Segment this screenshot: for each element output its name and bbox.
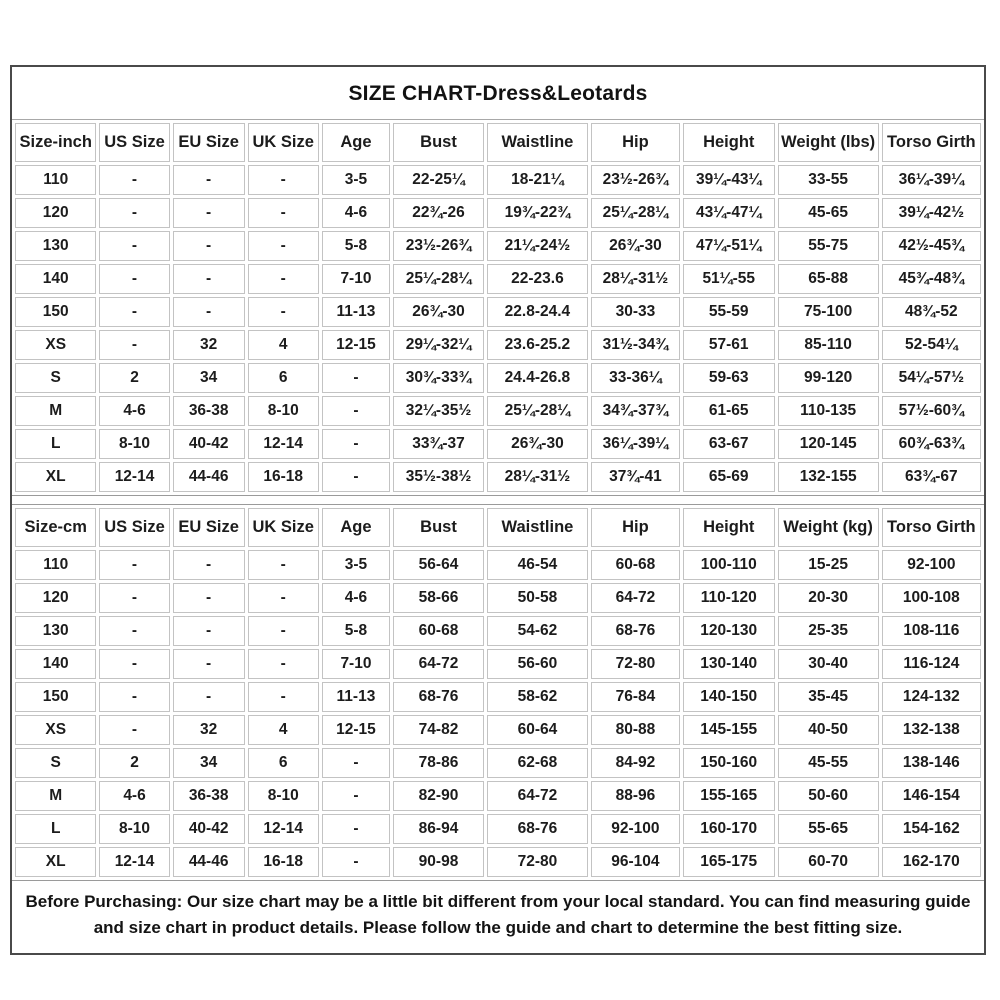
table-cell: 28¼-31½ (591, 264, 680, 294)
table-cell: 96-104 (591, 847, 680, 877)
table-cell: 22-25¼ (393, 165, 484, 195)
table-cell: - (99, 550, 169, 580)
table-cell: M (15, 396, 96, 426)
table-cell: 100-108 (882, 583, 981, 613)
table-cell: 3-5 (322, 550, 390, 580)
table-row (15, 616, 981, 646)
table-cell: 64-72 (487, 781, 588, 811)
table-cell: 57-61 (683, 330, 775, 360)
column-header: UK Size (248, 123, 319, 162)
table-cell: 52-54¼ (882, 330, 981, 360)
table-cell: 116-124 (882, 649, 981, 679)
table-cell: XL (15, 847, 96, 877)
table-cell: 132-155 (778, 462, 879, 492)
table-cell: 30-33 (591, 297, 680, 327)
table-cell: - (322, 781, 390, 811)
size-table-cm (12, 505, 984, 880)
table-cell: 20-30 (778, 583, 879, 613)
table-row (15, 550, 981, 580)
table-cell: 55-65 (778, 814, 879, 844)
table-cell: - (99, 715, 169, 745)
table-cell: 6 (248, 748, 319, 778)
table-cell: 50-58 (487, 583, 588, 613)
table-cell: 55-59 (683, 297, 775, 327)
table-cell: 154-162 (882, 814, 981, 844)
table-cell: - (322, 429, 390, 459)
table-cell: 12-14 (99, 847, 169, 877)
table-cell: 64-72 (393, 649, 484, 679)
table-cell: 24.4-26.8 (487, 363, 588, 393)
table-cell: 4-6 (99, 396, 169, 426)
table-cell: 50-60 (778, 781, 879, 811)
table-cell: 25¼-28¼ (393, 264, 484, 294)
table-cell: - (99, 649, 169, 679)
table-cell: 8-10 (99, 429, 169, 459)
table-cell: 108-116 (882, 616, 981, 646)
table-cell: 86-94 (393, 814, 484, 844)
table-cell: - (99, 616, 169, 646)
table-cell: - (173, 165, 245, 195)
table-cell: 16-18 (248, 847, 319, 877)
table-cell: 22-23.6 (487, 264, 588, 294)
table-cell: 65-88 (778, 264, 879, 294)
table-cell: 90-98 (393, 847, 484, 877)
table-cell: 12-15 (322, 330, 390, 360)
table-cell: - (99, 330, 169, 360)
purchase-note: Before Purchasing: Our size chart may be a little bit different from your local standard. You can find measuring guide and size chart in product details. Please follow the guide and chart to determine the best fitting size. (12, 880, 984, 953)
table-cell: 25-35 (778, 616, 879, 646)
table-cell: L (15, 429, 96, 459)
table-cell: 2 (99, 363, 169, 393)
table-cell: 85-110 (778, 330, 879, 360)
table-cell: 4-6 (322, 198, 390, 228)
table-row (15, 583, 981, 613)
table-cell: - (322, 847, 390, 877)
table-cell: 76-84 (591, 682, 680, 712)
table-cell: 11-13 (322, 297, 390, 327)
column-header: Torso Girth (882, 123, 981, 162)
table-cell: 29¼-32¼ (393, 330, 484, 360)
table-cell: 34¾-37¾ (591, 396, 680, 426)
table-cell: 26¾-30 (487, 429, 588, 459)
column-header: EU Size (173, 123, 245, 162)
table-cell: 39¼-42½ (882, 198, 981, 228)
table-cell: 45-65 (778, 198, 879, 228)
table-cell: 45-55 (778, 748, 879, 778)
table-cell: 8-10 (248, 781, 319, 811)
table-cell: 55-75 (778, 231, 879, 261)
table-row (15, 165, 981, 195)
table-cell: - (99, 682, 169, 712)
table-row (15, 297, 981, 327)
table-cell: 22¾-26 (393, 198, 484, 228)
table-row (15, 682, 981, 712)
table-cell: XS (15, 715, 96, 745)
table-cell: - (248, 231, 319, 261)
table-cell: 47¼-51¼ (683, 231, 775, 261)
table-cell: 162-170 (882, 847, 981, 877)
table-row (15, 847, 981, 877)
table-cell: 32 (173, 330, 245, 360)
table-cell: 56-60 (487, 649, 588, 679)
table-cell: S (15, 363, 96, 393)
table-cell: 4 (248, 715, 319, 745)
table-cell: 36¼-39¼ (591, 429, 680, 459)
table-cell: 57½-60¾ (882, 396, 981, 426)
table-cell: 23.6-25.2 (487, 330, 588, 360)
table-cell: 75-100 (778, 297, 879, 327)
column-header: UK Size (248, 508, 319, 547)
table-cell: - (173, 264, 245, 294)
table-cell: - (99, 264, 169, 294)
table-cell: 68-76 (393, 682, 484, 712)
table-cell: - (99, 583, 169, 613)
table-cell: 60-70 (778, 847, 879, 877)
table-cell: 36¼-39¼ (882, 165, 981, 195)
table-row (15, 781, 981, 811)
table-cell: 4-6 (99, 781, 169, 811)
table-row (15, 715, 981, 745)
header-row (15, 508, 981, 547)
table-cell: 6 (248, 363, 319, 393)
table-cell: 72-80 (591, 649, 680, 679)
table-cell: 78-86 (393, 748, 484, 778)
table-cell: 84-92 (591, 748, 680, 778)
table-cell: - (173, 616, 245, 646)
column-header: Size-inch (15, 123, 96, 162)
table-cell: - (173, 198, 245, 228)
table-cell: 88-96 (591, 781, 680, 811)
table-cell: 12-14 (99, 462, 169, 492)
column-header: Weight (kg) (778, 508, 879, 547)
table-separator (12, 495, 984, 505)
table-cell: 146-154 (882, 781, 981, 811)
table-cell: 43¼-47¼ (683, 198, 775, 228)
table-cell: 100-110 (683, 550, 775, 580)
table-cell: 140 (15, 264, 96, 294)
table-cell: 64-72 (591, 583, 680, 613)
table-cell: 92-100 (882, 550, 981, 580)
table-cell: 36-38 (173, 396, 245, 426)
table-cell: - (248, 583, 319, 613)
table-cell: XL (15, 462, 96, 492)
table-cell: 54-62 (487, 616, 588, 646)
table-cell: 7-10 (322, 649, 390, 679)
table-row (15, 264, 981, 294)
table-cell: 40-42 (173, 814, 245, 844)
table-cell: 4-6 (322, 583, 390, 613)
table-cell: 39¼-43¼ (683, 165, 775, 195)
table-cell: 18-21¼ (487, 165, 588, 195)
size-table-inch (12, 120, 984, 495)
table-cell: - (322, 462, 390, 492)
table-cell: 7-10 (322, 264, 390, 294)
table-cell: 12-15 (322, 715, 390, 745)
column-header: US Size (99, 508, 169, 547)
table-cell: 51¼-55 (683, 264, 775, 294)
table-cell: 150 (15, 682, 96, 712)
table-cell: 60¾-63¾ (882, 429, 981, 459)
table-cell: 120-130 (683, 616, 775, 646)
table-cell: 35-45 (778, 682, 879, 712)
table-row (15, 396, 981, 426)
table-cell: XS (15, 330, 96, 360)
table-cell: 160-170 (683, 814, 775, 844)
table-cell: 62-68 (487, 748, 588, 778)
table-cell: 22.8-24.4 (487, 297, 588, 327)
column-header: US Size (99, 123, 169, 162)
table-row (15, 198, 981, 228)
table-cell: 150 (15, 297, 96, 327)
table-cell: - (322, 748, 390, 778)
table-cell: 12-14 (248, 814, 319, 844)
table-cell: 16-18 (248, 462, 319, 492)
table-cell: 130 (15, 616, 96, 646)
table-cell: - (248, 198, 319, 228)
table-cell: 3-5 (322, 165, 390, 195)
table-cell: 37¾-41 (591, 462, 680, 492)
table-cell: 33-55 (778, 165, 879, 195)
table-cell: 63¾-67 (882, 462, 981, 492)
table-cell: 110 (15, 550, 96, 580)
page-title: SIZE CHART-Dress&Leotards (12, 67, 984, 120)
column-header: Bust (393, 508, 484, 547)
table-cell: 110-120 (683, 583, 775, 613)
table-cell: 68-76 (487, 814, 588, 844)
table-cell: 110-135 (778, 396, 879, 426)
column-header: Weight (lbs) (778, 123, 879, 162)
table-cell: 42½-45¾ (882, 231, 981, 261)
table-cell: - (173, 550, 245, 580)
table-cell: - (173, 682, 245, 712)
column-header: Age (322, 123, 390, 162)
table-cell: 26¾-30 (393, 297, 484, 327)
table-cell: 21¼-24½ (487, 231, 588, 261)
table-cell: 56-64 (393, 550, 484, 580)
table-cell: M (15, 781, 96, 811)
table-cell: 35½-38½ (393, 462, 484, 492)
table-cell: - (248, 682, 319, 712)
table-cell: - (99, 198, 169, 228)
table-row (15, 330, 981, 360)
column-header: Height (683, 123, 775, 162)
table-cell: L (15, 814, 96, 844)
table-cell: - (248, 264, 319, 294)
table-cell: - (248, 649, 319, 679)
table-cell: 120 (15, 583, 96, 613)
table-cell: 60-68 (393, 616, 484, 646)
table-cell: 19¾-22¾ (487, 198, 588, 228)
table-cell: 40-42 (173, 429, 245, 459)
table-row (15, 429, 981, 459)
table-cell: 92-100 (591, 814, 680, 844)
table-cell: 48¾-52 (882, 297, 981, 327)
column-header: EU Size (173, 508, 245, 547)
table-cell: - (248, 616, 319, 646)
table-cell: - (322, 814, 390, 844)
table-cell: 138-146 (882, 748, 981, 778)
table-row (15, 363, 981, 393)
table-row (15, 814, 981, 844)
table-cell: 34 (173, 748, 245, 778)
table-cell: - (248, 297, 319, 327)
table-cell: 15-25 (778, 550, 879, 580)
column-header: Waistline (487, 508, 588, 547)
table-cell: 45¾-48¾ (882, 264, 981, 294)
table-cell: 99-120 (778, 363, 879, 393)
table-cell: 68-76 (591, 616, 680, 646)
table-cell: 150-160 (683, 748, 775, 778)
table-cell: 34 (173, 363, 245, 393)
table-cell: 130 (15, 231, 96, 261)
table-cell: 25¼-28¼ (591, 198, 680, 228)
column-header: Torso Girth (882, 508, 981, 547)
table-row (15, 231, 981, 261)
table-cell: 74-82 (393, 715, 484, 745)
table-cell: 72-80 (487, 847, 588, 877)
table-cell: - (173, 297, 245, 327)
table-cell: - (248, 550, 319, 580)
table-cell: 5-8 (322, 616, 390, 646)
table-cell: 33-36¼ (591, 363, 680, 393)
table-cell: 120-145 (778, 429, 879, 459)
column-header: Bust (393, 123, 484, 162)
table-cell: 32 (173, 715, 245, 745)
table-row (15, 748, 981, 778)
table-cell: S (15, 748, 96, 778)
table-cell: 8-10 (248, 396, 319, 426)
column-header: Size-cm (15, 508, 96, 547)
table-cell: 32¼-35½ (393, 396, 484, 426)
table-cell: - (99, 297, 169, 327)
table-cell: 28¼-31½ (487, 462, 588, 492)
table-cell: 46-54 (487, 550, 588, 580)
table-cell: 124-132 (882, 682, 981, 712)
table-cell: 30¾-33¾ (393, 363, 484, 393)
column-header: Waistline (487, 123, 588, 162)
table-cell: 65-69 (683, 462, 775, 492)
table-cell: 165-175 (683, 847, 775, 877)
table-row (15, 649, 981, 679)
table-cell: 44-46 (173, 462, 245, 492)
table-cell: - (322, 396, 390, 426)
table-cell: 25¼-28¼ (487, 396, 588, 426)
table-cell: 23½-26¾ (393, 231, 484, 261)
table-cell: 155-165 (683, 781, 775, 811)
column-header: Height (683, 508, 775, 547)
table-cell: - (248, 165, 319, 195)
table-cell: 60-64 (487, 715, 588, 745)
table-cell: - (99, 231, 169, 261)
table-cell: 140 (15, 649, 96, 679)
table-cell: - (173, 649, 245, 679)
table-cell: 8-10 (99, 814, 169, 844)
table-cell: 110 (15, 165, 96, 195)
table-cell: 63-67 (683, 429, 775, 459)
table-cell: 2 (99, 748, 169, 778)
table-cell: 12-14 (248, 429, 319, 459)
table-cell: - (322, 363, 390, 393)
table-cell: 140-150 (683, 682, 775, 712)
table-cell: 11-13 (322, 682, 390, 712)
table-cell: - (173, 231, 245, 261)
table-cell: 44-46 (173, 847, 245, 877)
table-cell: 82-90 (393, 781, 484, 811)
table-cell: 58-66 (393, 583, 484, 613)
table-cell: 130-140 (683, 649, 775, 679)
size-chart-sheet (10, 65, 986, 955)
table-cell: 54¼-57½ (882, 363, 981, 393)
table-cell: - (99, 165, 169, 195)
column-header: Hip (591, 123, 680, 162)
table-cell: 30-40 (778, 649, 879, 679)
table-row (15, 462, 981, 492)
table-cell: 26¾-30 (591, 231, 680, 261)
table-cell: 60-68 (591, 550, 680, 580)
table-cell: - (173, 583, 245, 613)
table-cell: 59-63 (683, 363, 775, 393)
table-cell: 120 (15, 198, 96, 228)
column-header: Age (322, 508, 390, 547)
table-cell: 132-138 (882, 715, 981, 745)
table-cell: 4 (248, 330, 319, 360)
table-cell: 31½-34¾ (591, 330, 680, 360)
table-cell: 5-8 (322, 231, 390, 261)
table-cell: 145-155 (683, 715, 775, 745)
header-row (15, 123, 981, 162)
table-cell: 23½-26¾ (591, 165, 680, 195)
table-cell: 58-62 (487, 682, 588, 712)
table-cell: 61-65 (683, 396, 775, 426)
table-cell: 80-88 (591, 715, 680, 745)
table-cell: 33¾-37 (393, 429, 484, 459)
table-cell: 40-50 (778, 715, 879, 745)
column-header: Hip (591, 508, 680, 547)
table-cell: 36-38 (173, 781, 245, 811)
